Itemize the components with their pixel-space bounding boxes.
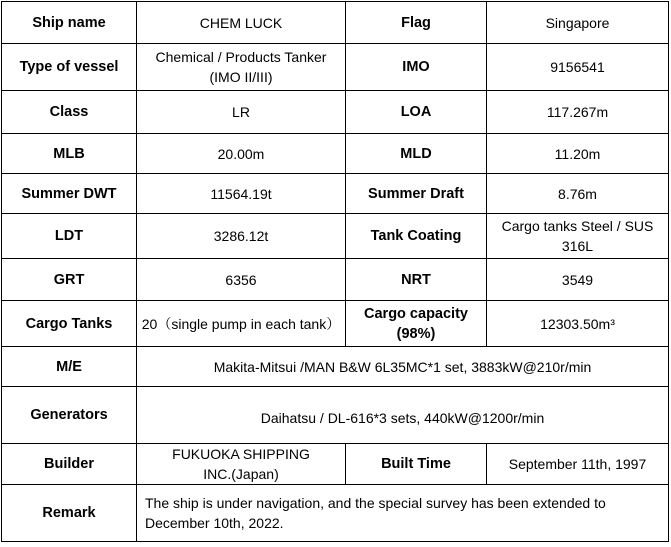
cargo-capacity-label-line2: (98%)	[396, 325, 436, 342]
summer-dwt-value: 11564.19t	[137, 174, 346, 214]
table-row	[2, 259, 669, 301]
nrt-value: 3549	[487, 259, 669, 301]
ldt-label: LDT	[2, 214, 137, 259]
generators-value: Daihatsu / DL-616*3 sets, 440kW@1200r/min	[137, 387, 669, 444]
builder-line1: FUKUOKA SHIPPING	[172, 446, 310, 462]
remark-line2: December 10th, 2022.	[145, 515, 284, 531]
table-row	[2, 387, 669, 444]
me-label: M/E	[2, 347, 137, 387]
flag-value: Singapore	[487, 2, 669, 44]
table-row	[2, 485, 669, 542]
cargo-tanks-label: Cargo Tanks	[2, 301, 137, 347]
flag-label: Flag	[346, 2, 487, 44]
table-row	[2, 91, 669, 134]
remark-value	[137, 485, 669, 542]
mlb-label: MLB	[2, 134, 137, 174]
builder-value	[137, 444, 346, 485]
table-row	[2, 214, 669, 259]
ship-name-value: CHEM LUCK	[137, 2, 346, 44]
mld-value: 11.20m	[487, 134, 669, 174]
loa-label: LOA	[346, 91, 487, 134]
cargo-tanks-value: 20（single pump in each tank）	[137, 301, 346, 347]
mld-label: MLD	[346, 134, 487, 174]
table-row	[2, 301, 669, 347]
tank-coating-label: Tank Coating	[346, 214, 487, 259]
tank-coating-value	[487, 214, 669, 259]
tank-coating-line2: 316L	[561, 238, 594, 254]
remark-line1: The ship is under navigation, and the special survey has been extended to	[145, 495, 606, 511]
imo-value: 9156541	[487, 44, 669, 91]
table-row	[2, 174, 669, 214]
grt-value: 6356	[137, 259, 346, 301]
builder-line2: INC.(Japan)	[203, 466, 279, 482]
cargo-capacity-label-line1: Cargo capacity	[364, 305, 468, 322]
type-of-vessel-value	[137, 44, 346, 91]
type-of-vessel-label: Type of vessel	[2, 44, 137, 91]
type-of-vessel-line2: (IMO II/III)	[209, 69, 273, 85]
mlb-value: 20.00m	[137, 134, 346, 174]
ship-name-label: Ship name	[2, 2, 137, 44]
grt-label: GRT	[2, 259, 137, 301]
table-row	[2, 444, 669, 485]
table-row	[2, 2, 669, 44]
table-row	[2, 347, 669, 387]
cargo-capacity-label	[346, 301, 487, 347]
builder-label: Builder	[2, 444, 137, 485]
nrt-label: NRT	[346, 259, 487, 301]
tank-coating-line1: Cargo tanks Steel / SUS	[501, 218, 654, 234]
table-row	[2, 134, 669, 174]
generators-label: Generators	[2, 387, 137, 444]
class-label: Class	[2, 91, 137, 134]
loa-value: 117.267m	[487, 91, 669, 134]
built-time-label: Built Time	[346, 444, 487, 485]
summer-draft-value: 8.76m	[487, 174, 669, 214]
type-of-vessel-line1: Chemical / Products Tanker	[155, 49, 327, 65]
built-time-value: September 11th, 1997	[487, 444, 669, 485]
table-row	[2, 44, 669, 91]
cargo-capacity-value: 12303.50m³	[487, 301, 669, 347]
summer-dwt-label: Summer DWT	[2, 174, 137, 214]
class-value: LR	[137, 91, 346, 134]
ldt-value: 3286.12t	[137, 214, 346, 259]
ship-spec-table	[1, 1, 669, 542]
remark-label: Remark	[2, 485, 137, 542]
me-value: Makita-Mitsui /MAN B&W 6L35MC*1 set, 3883kW@210r/min	[137, 347, 669, 387]
summer-draft-label: Summer Draft	[346, 174, 487, 214]
imo-label: IMO	[346, 44, 487, 91]
